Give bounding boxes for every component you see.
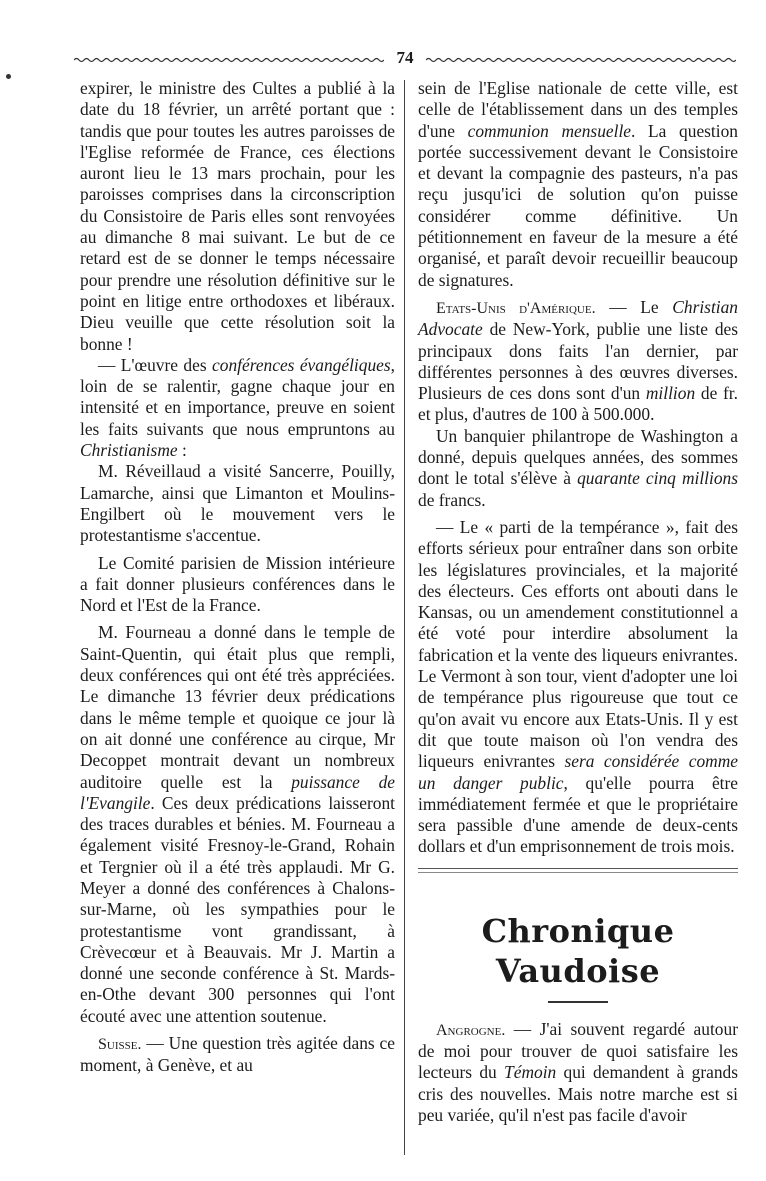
- paragraph-angrogne: Angrogne. — J'ai souvent regardé autour de moi pour trouver de quoi satisfaire les lecteurs du Témoin qui demandent à grands cris des nouvelles. Mais notre marche est si peu variée, qu'il n'est pas facile d'avoir: [418, 1018, 738, 1125]
- paragraph-fourneau: M. Fourneau a donné dans le temple de Saint-Quentin, qui était plus que rempli, deux conférences qui ont été très appréciées. Le dimanche 13 février deux prédications dans le même temple et quoique ce jour là on ait donné une conférence au cirque, Mr Decoppet montrait devant un nombreux auditoire quelle est la puissance de l'Evangile. Ces deux prédications laisseront des traces durables et bénies. M. Fourneau a également visité Fresnoy-le-Grand, Rohain et Tergnier où il a été très applaudi. Mr G. Meyer a donné des conférences à Chalons-sur-Marne, où les sympathies pour le protestantisme vont grandissant, à Crèvecœur et à Beauvais. Mr J. Martin a donné une seconde conférence à St. Mards-en-Othe devant 300 personnes qui l'ont écouté avec une attention soutenue.: [80, 622, 395, 1026]
- page-number: 74: [396, 48, 414, 67]
- section-label-angrogne: Angrogne.: [436, 1021, 506, 1039]
- right-column: [418, 78, 738, 1126]
- margin-dot: [6, 74, 11, 79]
- header-ornament-right: [426, 57, 736, 63]
- section-separator: [418, 868, 738, 869]
- paragraph-comite: Le Comité parisien de Mission intérieure a fait donner plusieurs conférences dans le Nord et l'Est de la France.: [80, 552, 395, 616]
- page-header: [74, 48, 736, 72]
- paragraph-temperance: — Le « parti de la tempérance », fait des efforts sérieux pour entraîner dans son orbite les législatures provinciales, et la majorité des électeurs. Ces efforts ont abouti dans le Kansas, ou un amendement constitutionnel a été voté pour interdire absolument la fabrication et la vente des liqueurs enivrantes. Le Vermont à son tour, vient d'adopter une loi de tempérance plus rigoureuse que tout ce qu'on avait vu encore aux Etats-Unis. Il y est dit que toute maison où l'on vendra des liqueurs enivrantes sera considérée comme un danger public, qu'elle pourra être immédiatement fermée et que le propriétaire sera passible d'une amende de deux-cents dollars et d'un emprisonnement de trois mois.: [418, 516, 739, 857]
- paragraph-reveillaud: M. Réveillaud a visité Sancerre, Pouilly, Lamarche, ainsi que Limanton et Moulins-Engilbert où le mouvement vers le protestantisme s'accentue.: [80, 461, 395, 546]
- paragraph-suisse: Suisse. — Une question très agitée dans ce moment, à Genève, et au: [80, 1033, 395, 1076]
- paragraph-geneve: sein de l'Eglise nationale de cette ville, est celle de l'établissement dans un des temples d'une communion mensuelle. La question portée successivement devant le Consistoire et devant la compagnie des pasteurs, n'a pas reçu jusqu'ici de solution qu'on puisse considérer comme définitive. Un pétitionnement en faveur de la mesure a été organisé, et paraît devoir recueillir beaucoup de signatures.: [418, 78, 738, 290]
- section-label-suisse: Suisse.: [98, 1036, 142, 1054]
- paragraph-elections: expirer, le ministre des Cultes a publié à la date du 18 février, un arrêté portant que : tandis que pour toutes les autres paroisses de l'Eglise reformée de France, ces élections auront lieu le 13 mars prochain, pour les paroisses comprises dans la circonscription du Consistoire de Paris elles sont renvoyées au dimanche 8 mai suivant. Le but de ce retard est de se donner le temps nécessaire pour prendre une résolution définitive sur le point en litige entre orthodoxes et libéraux. Dieu veuille que cette résolution soit la bonne !: [80, 78, 395, 354]
- section-label-etats-unis: Etats-Unis d'Amérique.: [436, 299, 596, 317]
- section-title: Chronique Vaudoise: [481, 911, 675, 990]
- title-underline: [548, 1001, 608, 1003]
- column-divider: [404, 80, 405, 1155]
- paragraph-conferences: — L'œuvre des conférences évangéliques, loin de se ralentir, gagne chaque jour en intensité et en importance, preuve en soient les faits suivants que nous empruntons au Christianisme :: [80, 354, 395, 461]
- paragraph-banquier: Un banquier philantrope de Washington a donné, depuis quelques années, des sommes dont le total s'élève à quarante cinq millions de francs.: [418, 425, 738, 510]
- paragraph-etats-unis: Etats-Unis d'Amérique. — Le Christian Advocate de New-York, publie une liste des principaux dons faits l'an dernier, par différentes personnes à des œuvres diverses. Plusieurs de ces dons sont d'un million de fr. et plus, d'autres de 100 à 500.000.: [418, 296, 738, 425]
- left-column: [80, 78, 395, 1077]
- header-ornament-left: [74, 57, 384, 63]
- section-separator-thin: [418, 872, 738, 873]
